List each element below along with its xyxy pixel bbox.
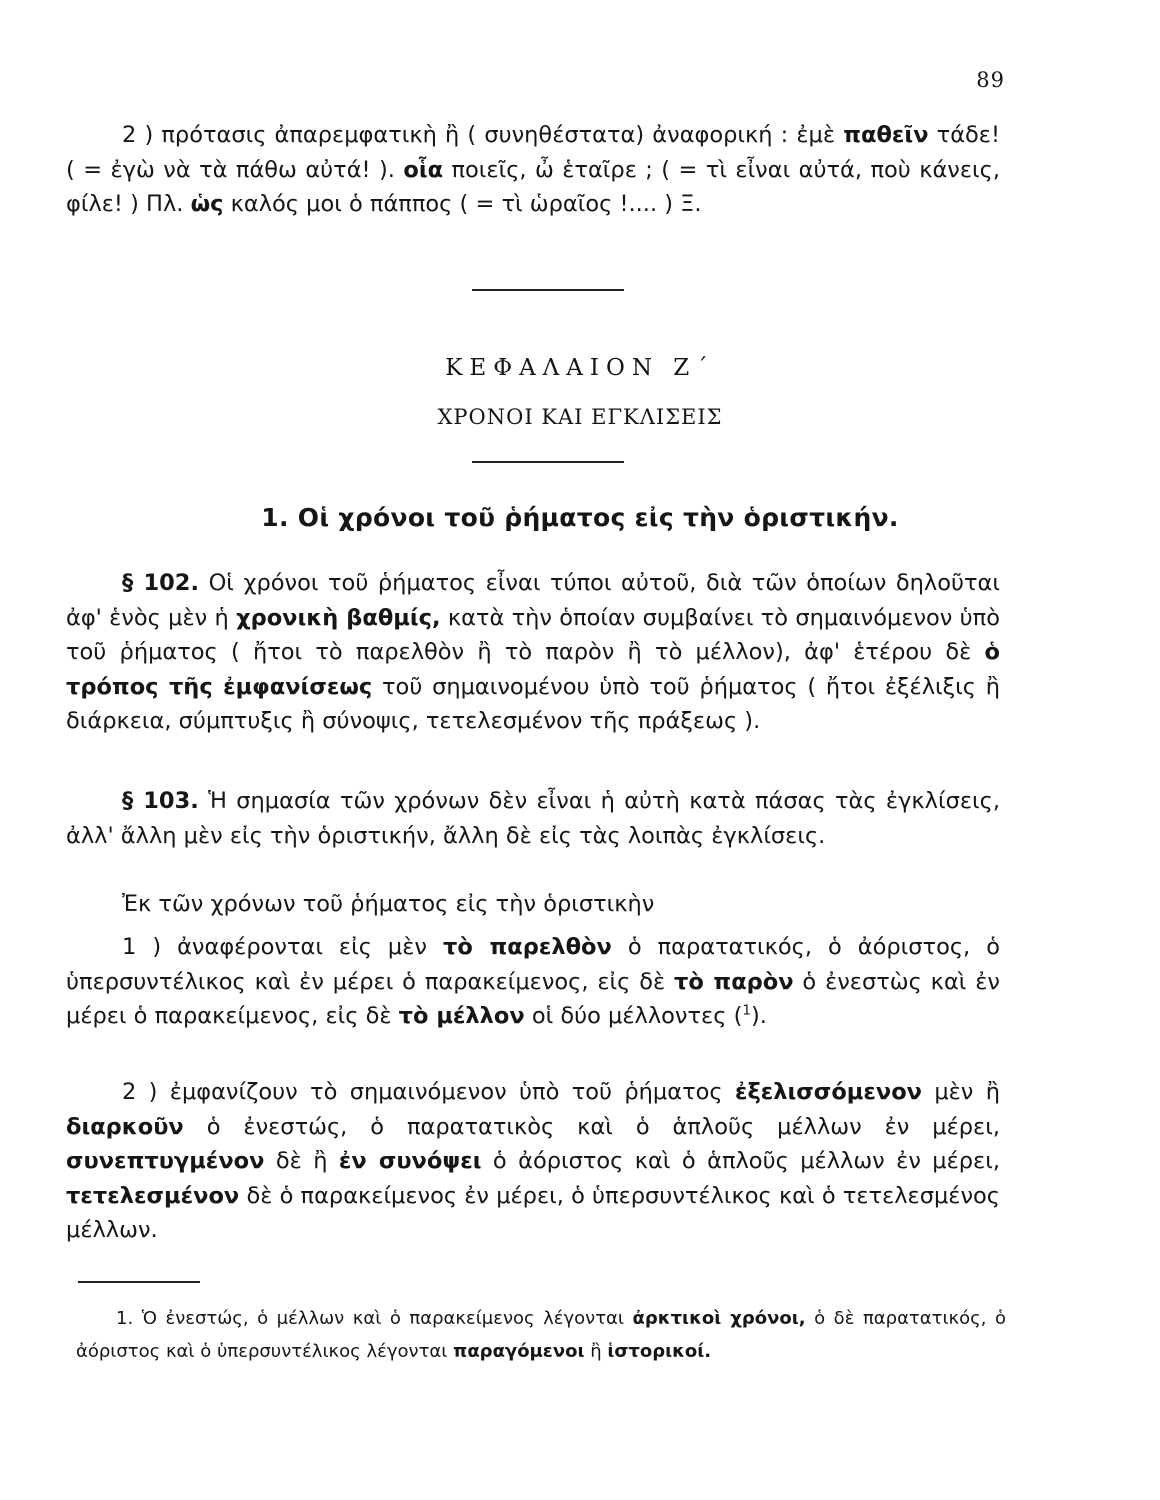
bold-term: ἐν συνόψει [338,1148,482,1174]
text-run: ἢ [584,1341,608,1362]
bold-term: τετελεσμένον [66,1182,240,1209]
bold-term: ἀρκτικοὶ χρόνοι, [632,1308,806,1329]
page-number: 89 [976,68,1005,92]
text-run: Οἱ χρόνοι τοῦ ῥήματος εἶναι τύποι αὐτοῦ, διὰ τῶν ὁποίων δηλοῦται ἀφ' ἑνὸς μὲν ἡ [66,570,1000,631]
bold-term: χρονικὴ βαθμίς, [236,604,441,631]
chapter-title: ΧΡΟΝΟΙ ΚΑΙ ΕΓΚΛΙΣΕΙΣ [437,405,723,429]
text-run: ὁ ἐνεστὼς καὶ ἐν μέρει ὁ παρακείμενος, εἰς δὲ [66,968,1000,1029]
divider-rule [472,289,624,291]
bold-term: ἱστορικοί. [607,1341,712,1362]
text-run: ποιεῖς, ὦ ἑταῖρε ; ( = τὶ εἶναι αὐτά, ποὺ κάνεις, φίλε! ) Πλ. [66,156,1000,217]
intro-text: Ἐκ τῶν χρόνων τοῦ ῥήματος εἰς τὴν ὁριστικὴν [122,891,655,917]
footnote-rule [78,1281,200,1283]
text-run: τάδε! ( = ἐγὼ νὰ τὰ πάθω αὐτά! ). [66,122,1000,183]
text-run: ). [750,1003,767,1029]
list-item-1 [66,930,1000,1034]
text-run: καλός μοι ὁ πάππος ( = τὶ ὡραῖος !.... ) Ξ. [223,191,702,217]
paragraph-number: § 102. [122,570,200,596]
text-run: τοῦ σημαινομένου ὑπὸ τοῦ ῥήματος ( ἤτοι ἐξέλιξις ἢ διάρκεια, σύμπτυξις ἢ σύνοψις, τετελεσμένον τῆς πράξεως ). [66,673,1000,734]
footnote-ref[interactable]: 1 [742,1002,751,1019]
text-run: ὁ παρατατικός, ὁ ἀόριστος, ὁ ὑπερσυντέλικος καὶ ἐν μέρει ὁ παρακείμενος, εἰς δὲ [66,934,1000,995]
list-item-2 [66,1075,1000,1248]
intro-line [66,887,1000,922]
text-run: δὲ ἢ [264,1148,339,1174]
bold-term: ὁ τρόπος τῆς ἐμφανίσεως [66,639,1000,700]
text-run: ὁ δὲ παρατατικός, ὁ ἀόριστος καὶ ὁ ὑπερσυντέλικος λέγονται [76,1308,1006,1362]
text-run: μὲν ἢ [921,1079,1000,1105]
bold-term: τὸ παρὸν [674,968,794,995]
text-run: ὁ ἐνεστώς, ὁ παρατατικὸς καὶ ὁ ἁπλοῦς μέλλων ἐν μέρει, [183,1113,1000,1140]
text-run: κατὰ τὴν ὁποίαν συμβαίνει τὸ σημαινόμενον ὑπὸ τοῦ ῥήματος ( ἤτοι τὸ παρελθὸν ἢ τὸ παρὸν ἢ τὸ μέλλον), ἀφ' ἑτέρου δὲ [66,604,1000,665]
text-run: οἱ δύο μέλλοντες ( [524,1003,743,1029]
text-run: 1 ) ἀναφέρονται εἰς μὲν [122,934,443,960]
bold-term: συνεπτυγμένον [66,1148,265,1174]
text-run: ὁ ἀόριστος καὶ ὁ ἁπλοῦς μέλλων ἐν μέρει, [481,1148,1000,1174]
section-heading: 1. Οἱ χρόνοι τοῦ ῥήματος εἰς τὴν ὁριστικήν. [261,503,899,532]
footnote [76,1302,1006,1368]
bold-term: οἷα [403,156,444,183]
divider-rule [472,461,624,463]
bold-term: τὸ παρελθὸν [442,934,612,960]
text-run: 2 ) ἐμφανίζουν τὸ σημαινόμενον ὑπὸ τοῦ ῥήματος [122,1079,735,1105]
text-run: 2 ) πρότασις ἀπαρεμφατικὴ ἢ ( συνηθέστατα) ἀναφορική : ἐμὲ [122,122,844,148]
paragraph-102 [66,566,1000,739]
bold-term: παραγόμενοι [453,1341,585,1362]
text-run: Ἡ σημασία τῶν χρόνων δὲν εἶναι ἡ αὐτὴ κατὰ πάσας τὰς ἐγκλίσεις, ἀλλ' ἄλλη μὲν εἰς τὴν ὁριστικήν, ἄλλη δὲ εἰς τὰς λοιπὰς ἐγκλίσεις. [66,788,1000,849]
top-paragraph [66,118,1000,222]
paragraph-number: § 103. [122,788,199,814]
text-run: 1. Ὁ ἐνεστώς, ὁ μέλλων καὶ ὁ παρακείμενος λέγονται [116,1308,633,1329]
bold-term: ὡς [190,191,224,217]
paragraph-103 [66,784,1000,853]
chapter-number: ΚΕΦΑΛΑΙΟΝ Ζ΄ [445,355,715,381]
bold-term: διαρκοῦν [66,1113,184,1140]
bold-term: ἐξελισσόμενον [734,1079,922,1105]
text-run: δὲ ὁ παρακείμενος ἐν μέρει, ὁ ὑπερσυντέλικος καὶ ὁ τετελεσμένος μέλλων. [66,1182,1000,1243]
bold-term: τὸ μέλλον [398,1003,525,1029]
bold-term: παθεῖν [843,122,929,148]
